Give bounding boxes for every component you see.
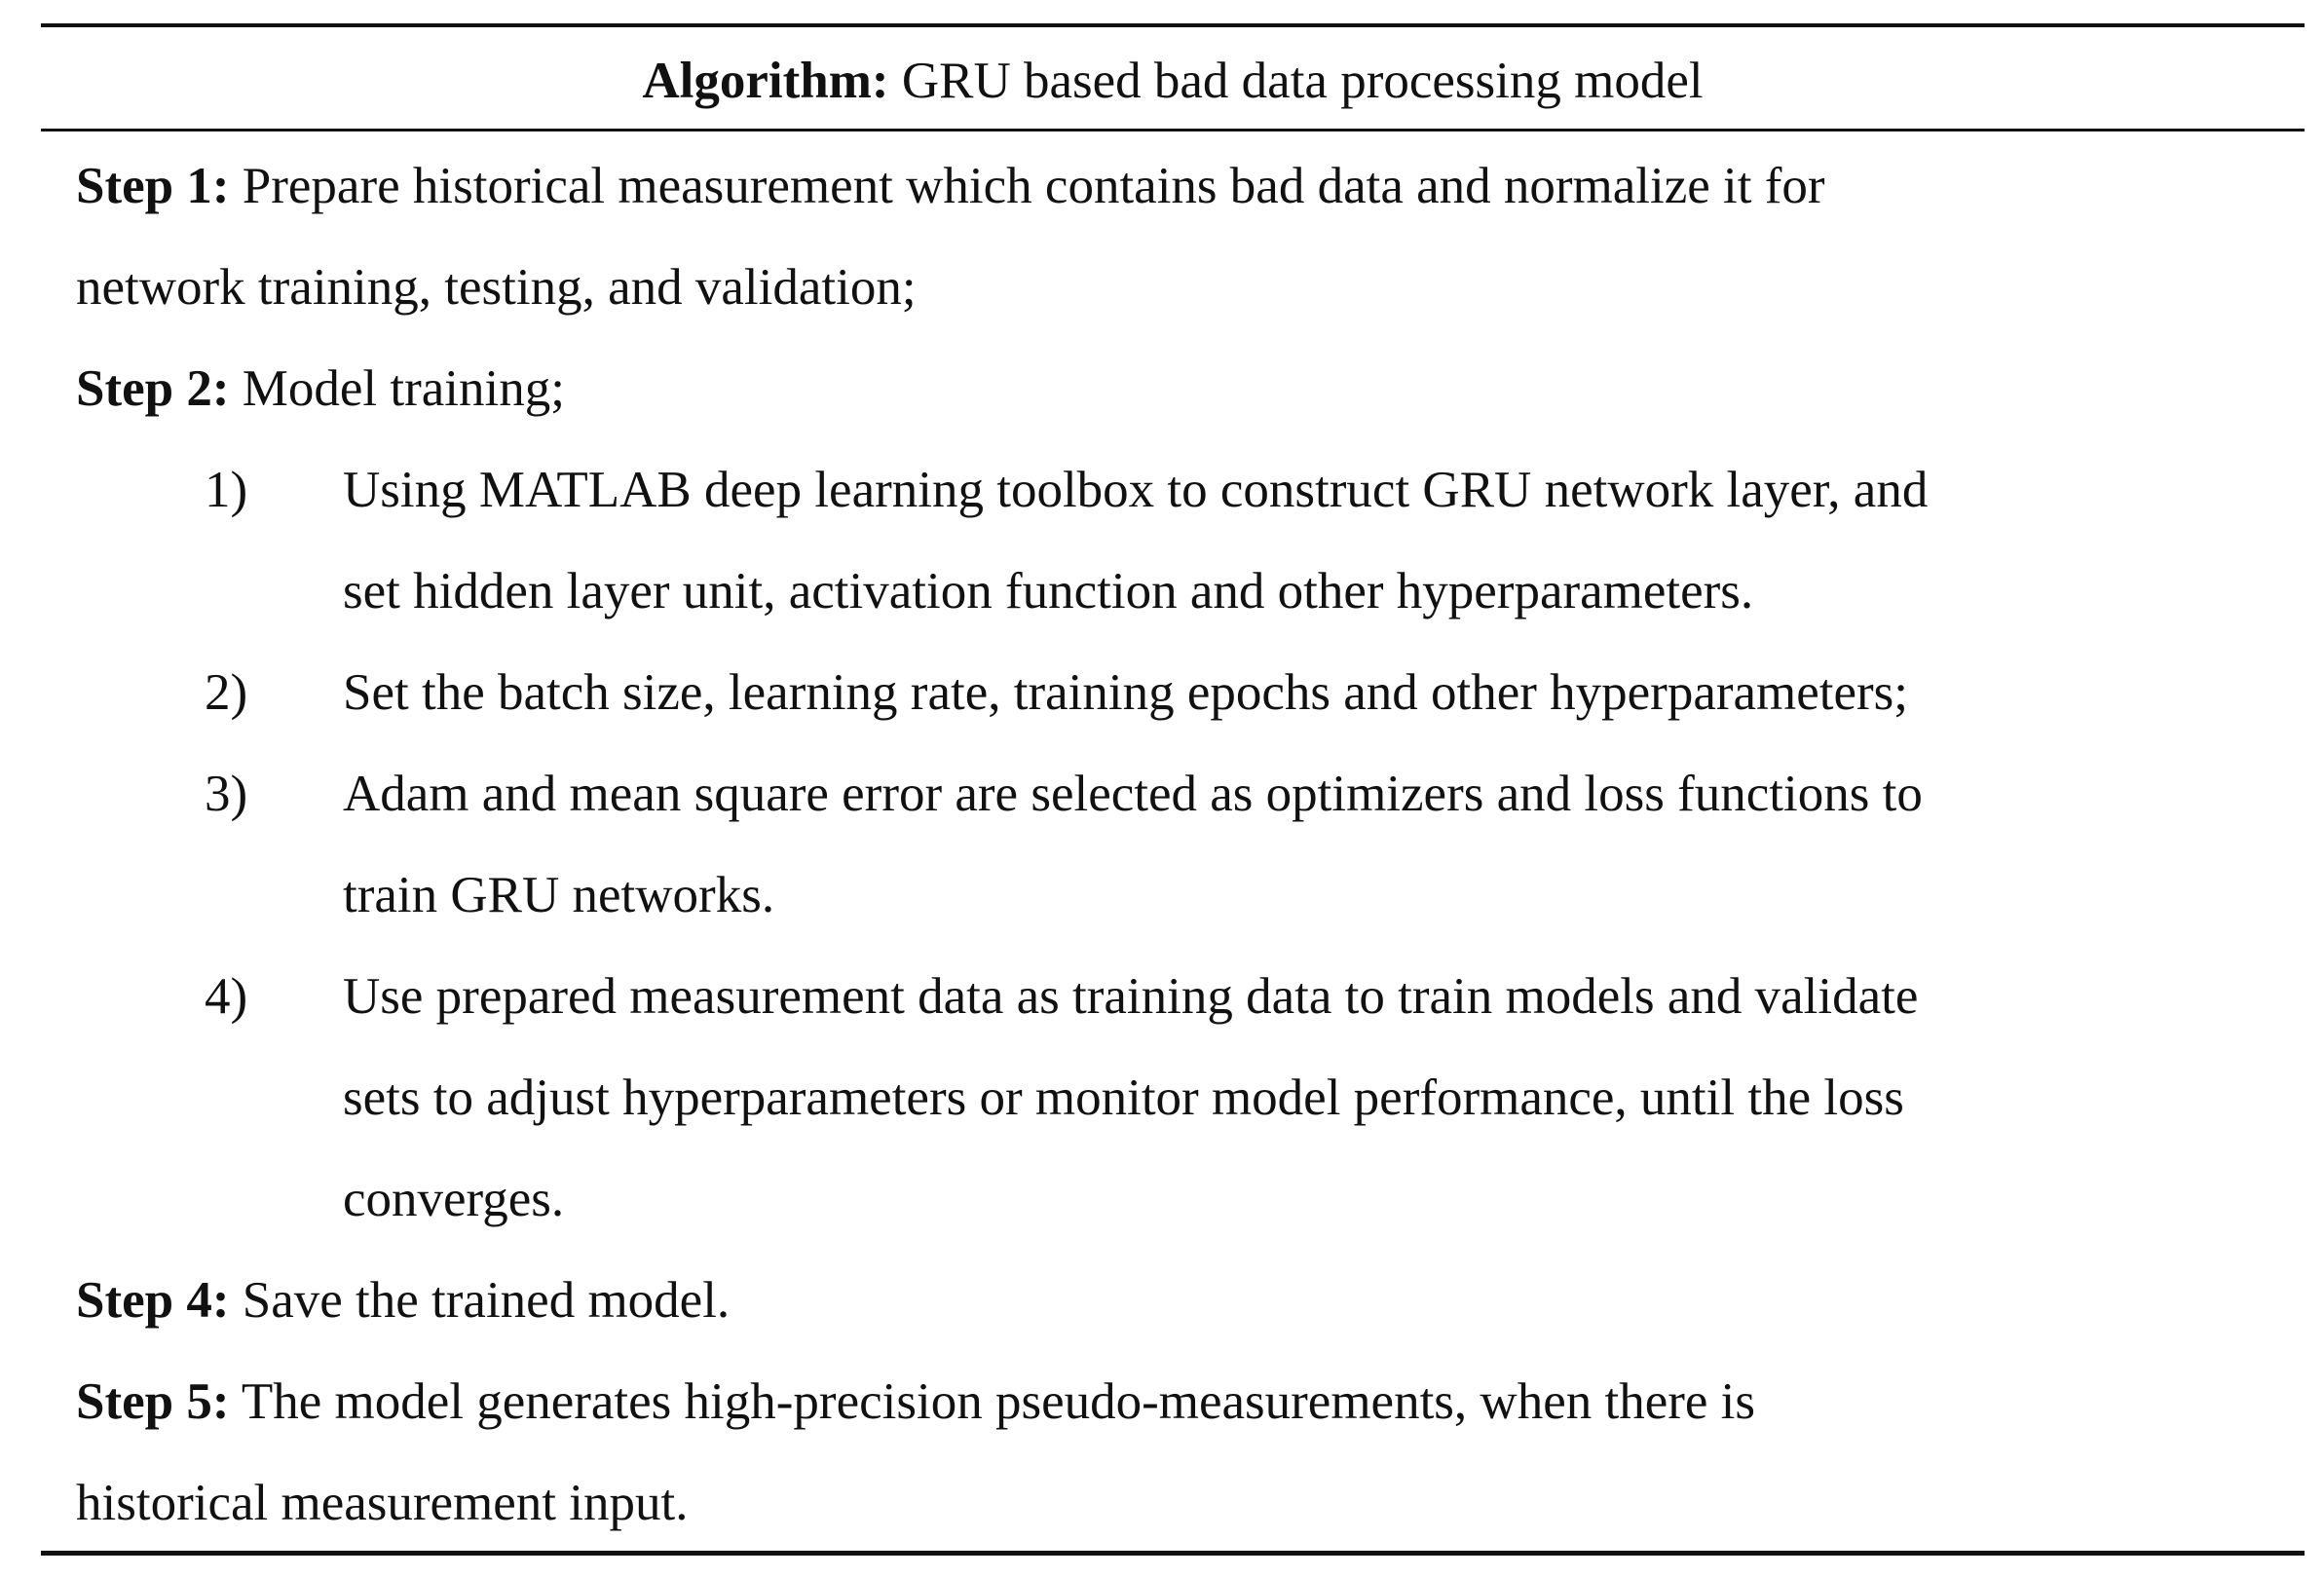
substep-4-line-3: converges. [343,1171,565,1227]
bottom-rule [41,1551,2305,1556]
step-2-text: Model training; [242,360,565,417]
algorithm-title [41,47,2305,115]
substep-3-number: 3) [205,766,248,822]
step-1-line-2: network training, testing, and validation; [76,259,917,316]
step-4-text: Save the trained model. [242,1272,731,1329]
step-5-line-2: historical measurement input. [76,1475,689,1531]
substep-4-line-2: sets to adjust hyperparameters or monitor model performance, until the loss [343,1070,1904,1126]
substep-3-line-1: Adam and mean square error are selected as optimizers and loss functions to [343,766,1923,822]
substep-4-number: 4) [205,968,248,1025]
substep-4-line-1: Use prepared measurement data as training data to train models and validate [343,968,1919,1025]
step-1-label: Step 1: [76,158,230,214]
step-4-line [76,1266,730,1334]
step-5-label: Step 5: [76,1373,230,1430]
substep-3-line-2: train GRU networks. [343,867,775,923]
step-4-label: Step 4: [76,1272,230,1329]
algorithm-title-label: Algorithm: [642,53,889,109]
substep-1-number: 1) [205,462,248,518]
algorithm-title-text: GRU based bad data processing model [901,53,1704,109]
step-5-line-1 [76,1368,1755,1436]
step-1-line-1 [76,152,1825,220]
step-1-text: Prepare historical measurement which contains bad data and normalize it for [242,158,1825,214]
substep-1-line-1: Using MATLAB deep learning toolbox to construct GRU network layer, and [343,462,1929,518]
substep-2-line-1: Set the batch size, learning rate, training epochs and other hyperparameters; [343,664,1909,721]
top-rule [41,23,2305,27]
step-2-label: Step 2: [76,360,230,417]
header-rule [41,129,2305,131]
substep-1-line-2: set hidden layer unit, activation function and other hyperparameters. [343,563,1754,620]
step-2-line [76,355,565,423]
substep-2-number: 2) [205,664,248,721]
step-5-text: The model generates high-precision pseudo-measurements, when there is [241,1373,1755,1430]
